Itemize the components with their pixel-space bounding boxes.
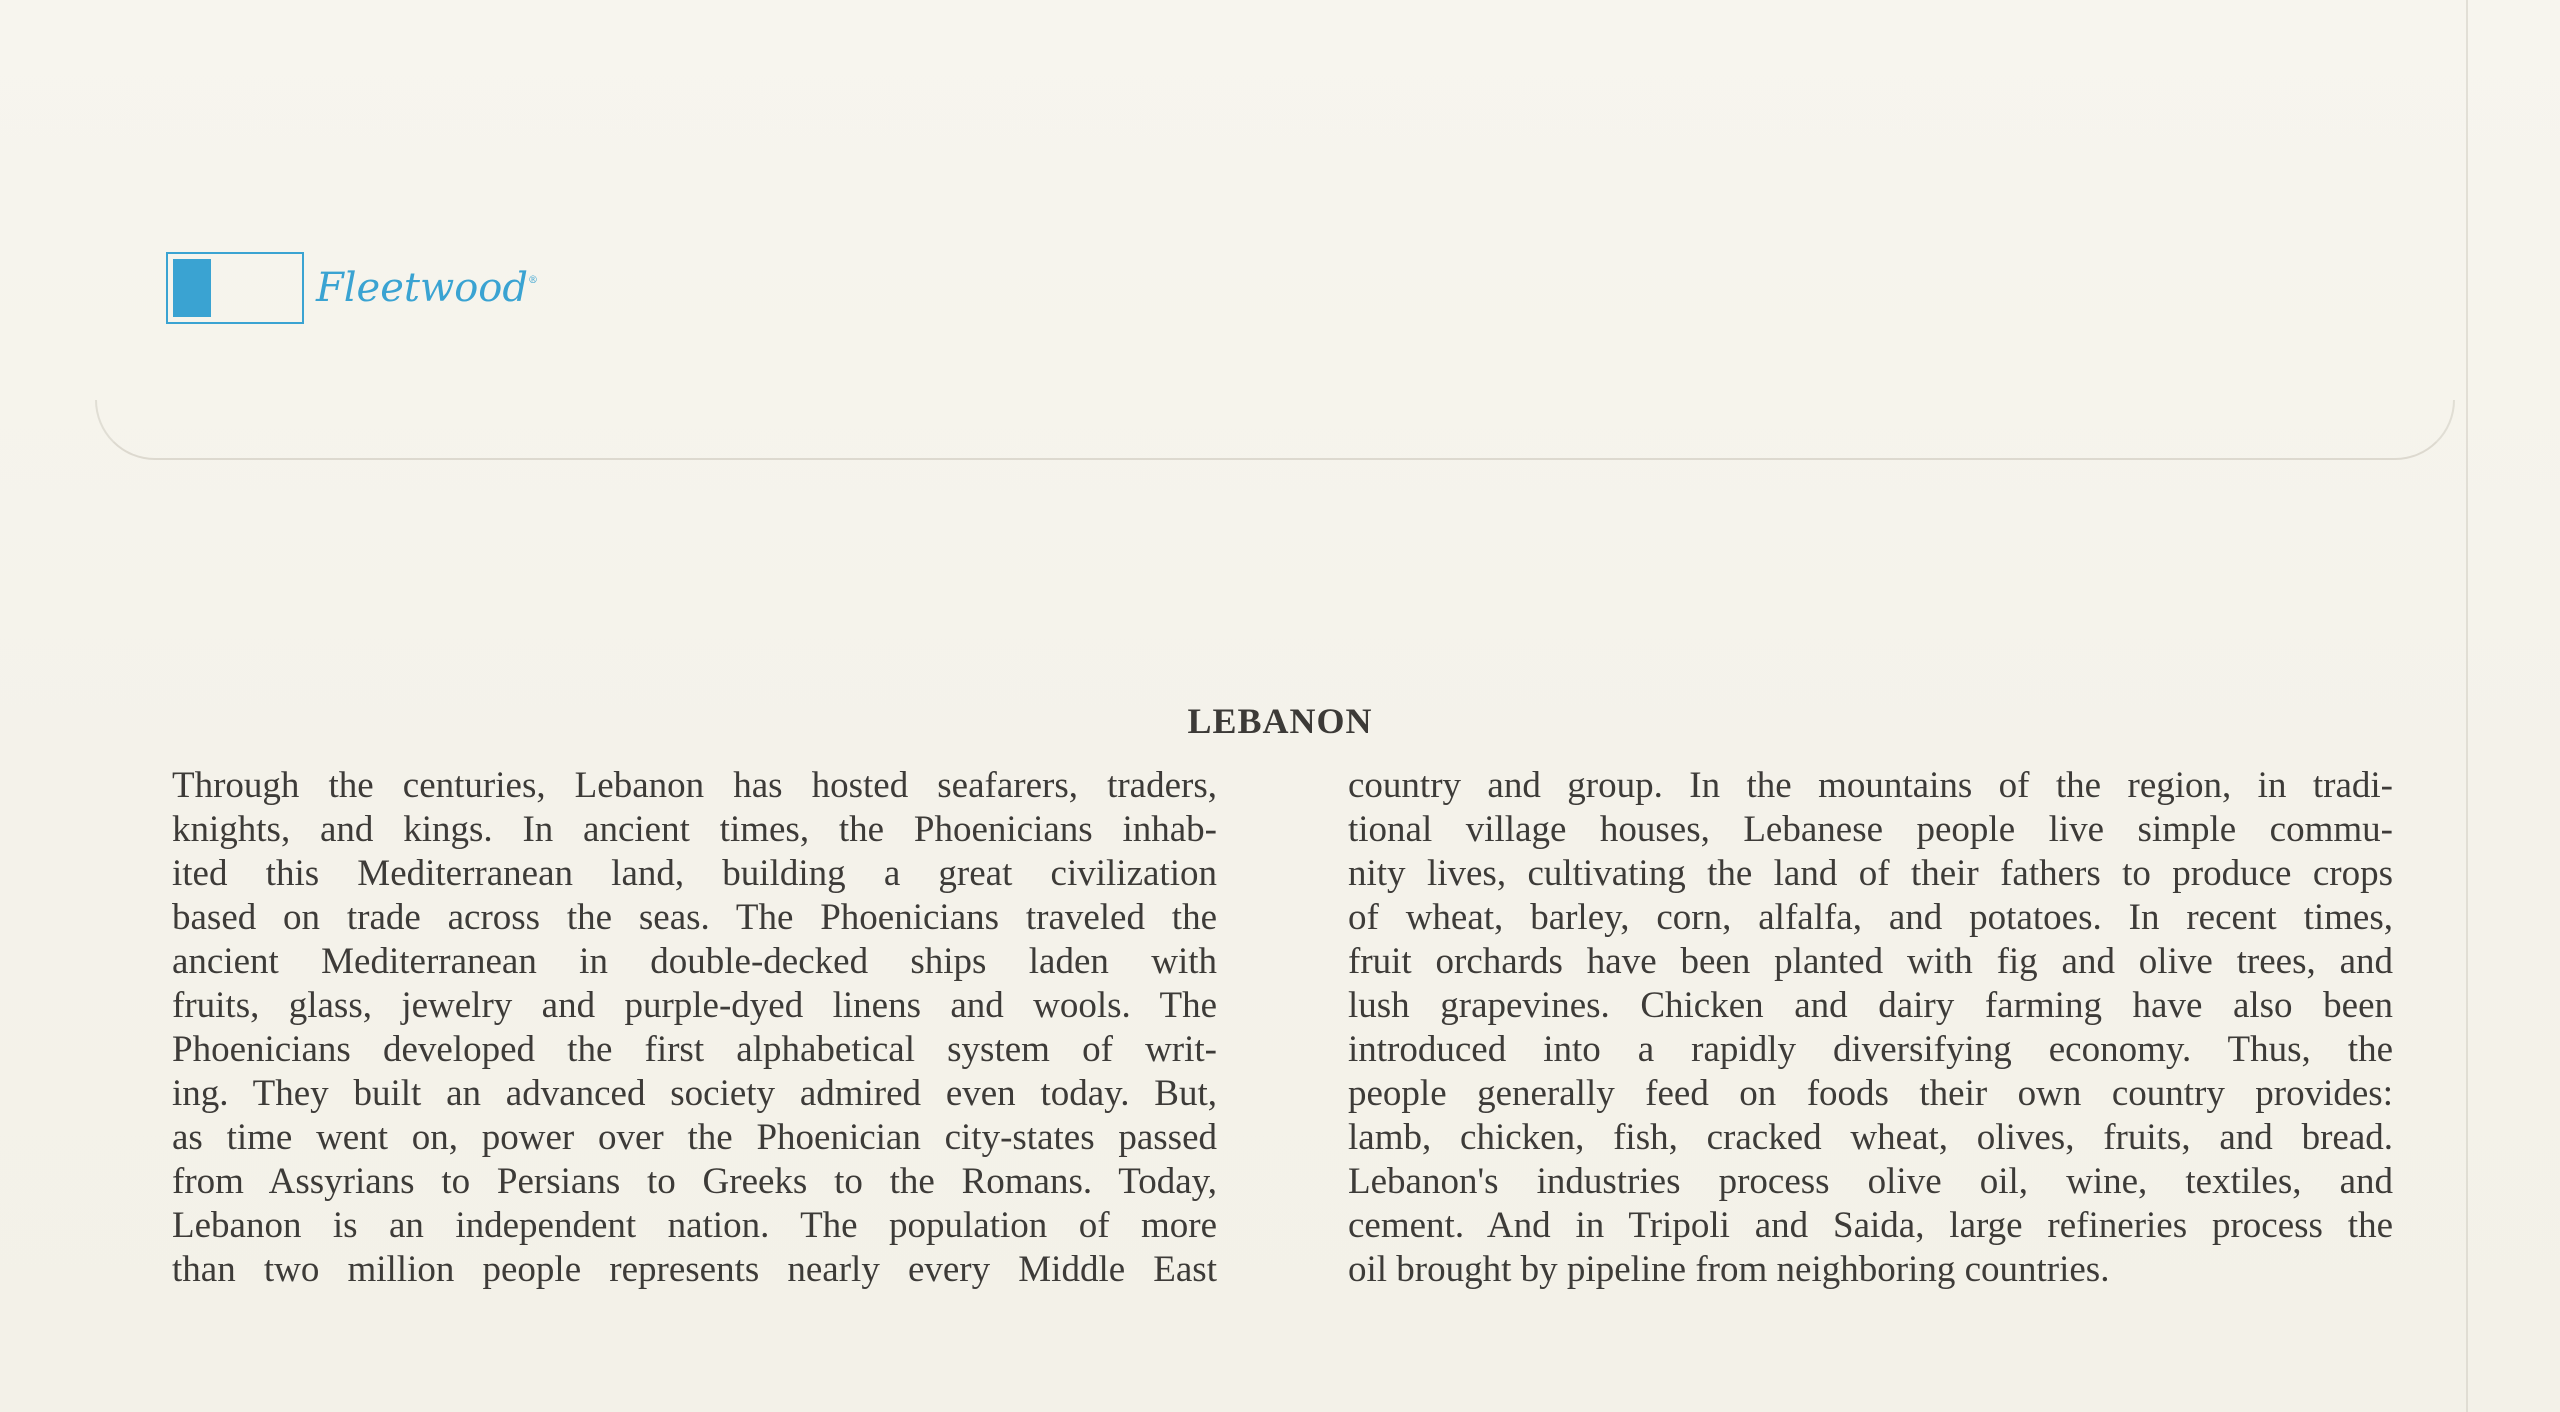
text-line: as time went on, power over the Phoenician city-states passed — [172, 1117, 1217, 1158]
text-line: introduced into a rapidly diversifying economy. Thus, the — [1348, 1029, 2393, 1070]
text-line: ited this Mediterranean land, building a great civilization — [172, 853, 1217, 894]
text-line: nity lives, cultivating the land of their fathers to produce crops — [1348, 853, 2393, 894]
text-line: ing. They built an advanced society admired even today. But, — [172, 1073, 1217, 1114]
text-line: country and group. In the mountains of the region, in tradi- — [1348, 765, 2393, 806]
text-line: knights, and kings. In ancient times, the Phoenicians inhab- — [172, 809, 1217, 850]
text-line: lamb, chicken, fish, cracked wheat, olives, fruits, and bread. — [1348, 1117, 2393, 1158]
text-line: fruit orchards have been planted with fig and olive trees, and — [1348, 941, 2393, 982]
text-line: oil brought by pipeline from neighboring countries. — [1348, 1249, 2110, 1290]
text-line: ancient Mediterranean in double-decked ships laden with — [172, 941, 1217, 982]
text-line: people generally feed on foods their own country provides: — [1348, 1073, 2393, 1114]
text-line: than two million people represents nearly every Middle East — [172, 1249, 1217, 1290]
fleetwood-logo — [166, 252, 538, 324]
text-line: cement. And in Tripoli and Saida, large refineries process the — [1348, 1205, 2393, 1246]
logo-box-icon — [166, 252, 304, 324]
text-line: fruits, glass, jewelry and purple-dyed linens and wools. The — [172, 985, 1217, 1026]
text-line: from Assyrians to Persians to Greeks to the Romans. Today, — [172, 1161, 1217, 1202]
article-title: LEBANON — [1187, 701, 1373, 741]
text-line: tional village houses, Lebanese people live simple commu- — [1348, 809, 2393, 850]
text-line: Through the centuries, Lebanon has hosted seafarers, traders, — [172, 765, 1217, 806]
envelope-flap-fold — [95, 400, 2455, 460]
text-line: Lebanon's industries process olive oil, wine, textiles, and — [1348, 1161, 2393, 1202]
text-line: based on trade across the seas. The Phoenicians traveled the — [172, 897, 1217, 938]
text-line: Lebanon is an independent nation. The population of more — [172, 1205, 1217, 1246]
text-line: lush grapevines. Chicken and dairy farming have also been — [1348, 985, 2393, 1026]
text-line: of wheat, barley, corn, alfalfa, and potatoes. In recent times, — [1348, 897, 2393, 938]
text-line: Phoenicians developed the first alphabetical system of writ- — [172, 1029, 1217, 1070]
article-column-left — [172, 764, 1217, 1292]
logo-wordmark: Fleetwood® — [316, 265, 538, 311]
article-column-right — [1348, 764, 2393, 1292]
